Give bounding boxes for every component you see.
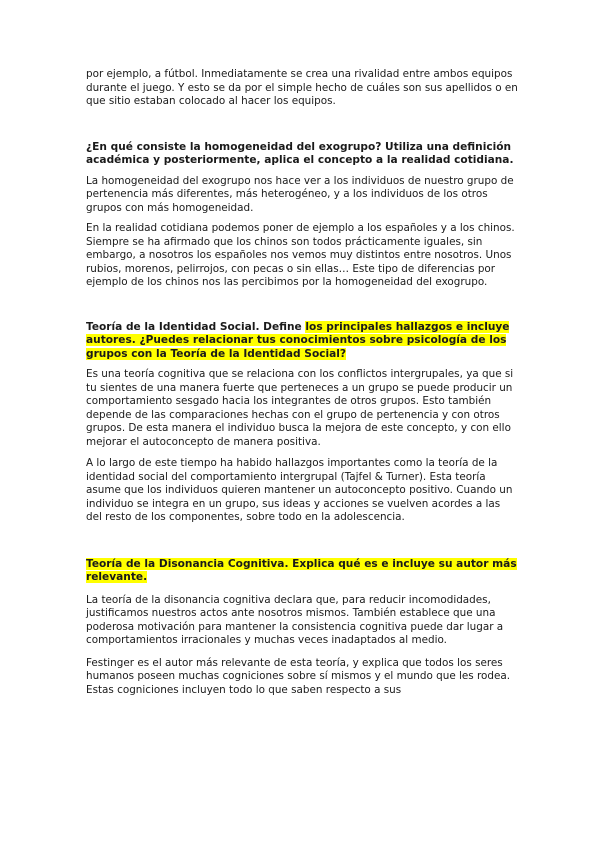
section-disonancia-heading bbox=[86, 558, 518, 585]
section-identidad-social-paragraph-2: A lo largo de este tiempo ha habido hallazgos importantes como la teoría de la identidad social del comportamiento intergrupal (Tajfel & Turner). Esta teoría asume que los individuos quieren mantener un autoconcepto positivo. Cuando un individuo se integra en un grupo, sus ideas y acciones se vuelven acordes a las del resto de los componentes, sobre todo en la adolescencia. bbox=[86, 457, 513, 523]
document-page bbox=[86, 68, 518, 697]
heading-highlighted-text: los principales hallazgos e incluye autores. ¿Puedes relacionar tus conocimientos sobre psicología de los grupos con la Teoría de la Identidad Social? bbox=[86, 320, 510, 360]
section-disonancia-paragraph-1: La teoría de la disonancia cognitiva declara que, para reducir incomodidades, justificamos nuestros actos ante nosotros mismos. También establece que una poderosa motivación para mantener la consistencia cognitiva puede dar lugar a comportamientos irracionales y muchas veces inadaptados al medio. bbox=[86, 593, 504, 646]
section-homogeneidad-paragraph-1: La homogeneidad del exogrupo nos hace ver a los individuos de nuestro grupo de pertenencia más diferentes, más heterogéneo, y a los individuos de los otros grupos con más homogeneidad. bbox=[86, 174, 514, 214]
heading-plain-text: Teoría de la Identidad Social. Define bbox=[86, 320, 306, 333]
section-homogeneidad-paragraph-2: En la realidad cotidiana podemos poner de ejemplo a los españoles y a los chinos. Siempre se ha afirmado que los chinos son todos prácticamente iguales, sin embargo, a nosotros los españoles nos vemos muy distintos entre nosotros. Unos rubios, morenos, pelirrojos, con pecas o sin ellas… Este tipo de diferencias por ejemplo de los chinos nos las percibimos por la homogeneidad del exogrupo. bbox=[86, 222, 515, 288]
section-homogeneidad-heading: ¿En qué consiste la homogeneidad del exogrupo? Utiliza una definición académica y posteriormente, aplica el concepto a la realidad cotidiana. bbox=[86, 140, 514, 166]
section-identidad-social-heading bbox=[86, 321, 518, 362]
heading-highlighted-text: Teoría de la Disonancia Cognitiva. Explica qué es e incluye su autor más relevante. bbox=[86, 557, 517, 583]
intro-paragraph: por ejemplo, a fútbol. Inmediatamente se crea una rivalidad entre ambos equipos durante el juego. Y esto se da por el simple hecho de cuáles son sus apellidos o en que sitio estaban colocado al hacer los equipos. bbox=[86, 68, 518, 107]
section-identidad-social-paragraph-1: Es una teoría cognitiva que se relaciona con los conflictos intergrupales, ya que si tu sientes de una manera fuerte que perteneces a un grupo se puede producir un comportamiento sesgado hacia los integrantes de otros grupos. Esto también depende de las comparaciones hechas con el grupo de pertenencia y con otros grupos. De esta manera el individuo busca la mejora de este concepto, y con ello mejorar el autoconcepto de manera positiva. bbox=[86, 368, 514, 448]
section-disonancia-paragraph-2: Festinger es el autor más relevante de esta teoría, y explica que todos los seres humanos poseen muchas cogniciones sobre sí mismos y el mundo que les rodea. Estas cogniciones incluyen todo lo que saben respecto a sus bbox=[86, 656, 511, 696]
